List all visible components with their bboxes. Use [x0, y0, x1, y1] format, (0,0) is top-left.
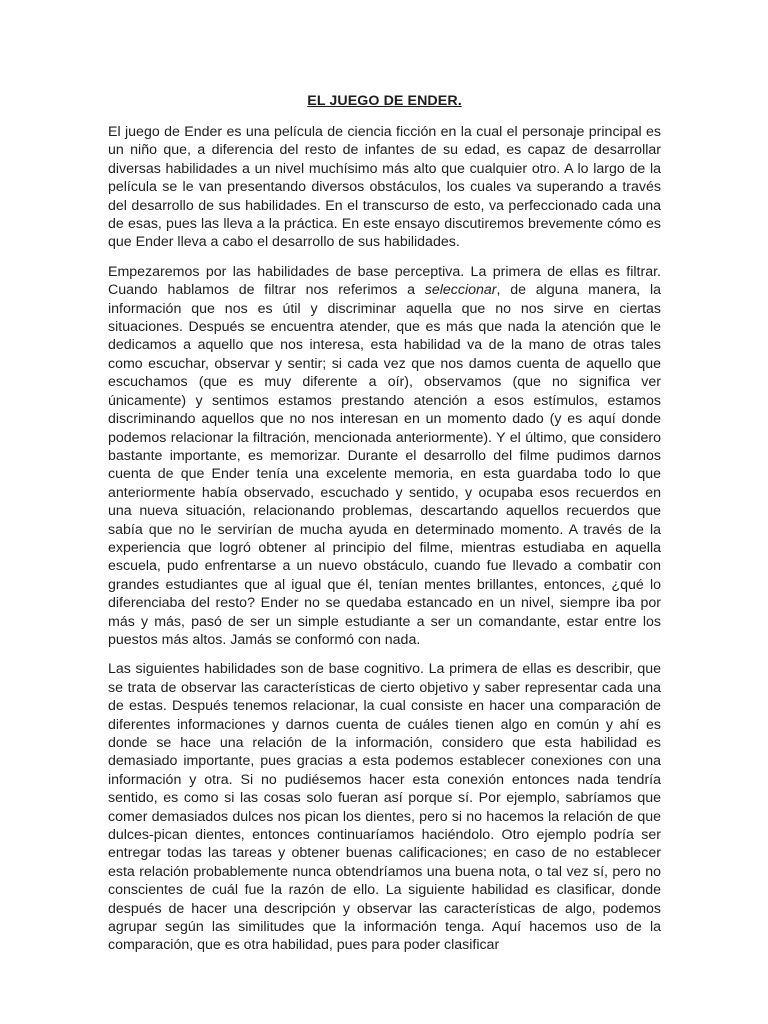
- paragraph-cognitive-skills: [108, 660, 661, 955]
- paragraph-intro-text: El juego de Ender es una película de ciencia ficción en la cual el personaje principal es un niño que, a diferencia del resto de infantes de su edad, es capaz de desarrollar diversas habilidades a un nivel muchísimo más alto que cualquier otro. A lo largo de la película se le van presentando diversos obstáculos, los cuales va superando a través del desarrollo de sus habilidades. En el transcurso de esto, va perfeccionado cada una de esas, pues las lleva a la práctica. En este ensayo discutiremos brevemente cómo es que Ender lleva a cabo el desarrollo de sus habilidades.: [108, 124, 661, 251]
- paragraph-perceptive-skills: [108, 263, 661, 650]
- paragraph-perceptive-text-end: , de alguna manera, la información que nos es útil y discriminar aquella que no nos sirve en ciertas situaciones. Después se encuentra atender, que es más que nada la atención que le dedicamos a aquello que nos interesa, esta habilidad va de la mano de otras tales como escuchar, observar y sentir; si cada vez que nos damos cuenta de aquello que escuchamos (que es muy diferente a oír), observamos (que no significa ver únicamente) y sentimos estamos prestando atención a esos estímulos, estamos discriminando aquellos que no nos interesan en un momento dado (y es aquí donde podemos relacionar la filtración, mencionada anteriormente). Y el último, que considero bastante importante, es memorizar. Durante el desarrollo del filme pudimos darnos cuenta de que Ender tenía una excelente memoria, en esta guardaba todo lo que anteriormente había observado, escuchado y sentido, y ocupaba esos recuerdos en una nueva situación, relacionando problemas, descartando aquellos recuerdos que sabía que no le servirían de mucha ayuda en determinado momento. A través de la experiencia que logró obtener al principio del filme, mientras estudiaba en aquella escuela, pudo enfrentarse a un nuevo obstáculo, cuando fue llevado a combatir con grandes estudiantes que al igual que él, tenían mentes brillantes, entonces, ¿qué lo diferenciaba del resto? Ender no se quedaba estancado en un nivel, siempre iba por más y más, pasó de ser un simple estudiante a ser un comandante, estar entre los puestos más altos. Jamás se conformó con nada.: [108, 282, 661, 648]
- paragraph-intro: [108, 123, 661, 252]
- paragraph-cognitive-text: Las siguientes habilidades son de base cognitivo. La primera de ellas es describir, que se trata de observar las características de cierto objetivo y saber representar cada una de estas. Después tenemos relacionar, la cual consiste en hacer una comparación de diferentes informaciones y darnos cuenta de cuáles tienen algo en común y ahí es donde se hace una relación de la información, considero que esta habilidad es demasiado importante, pues gracias a esta podemos establecer conexiones con una información y otra. Si no pudiésemos hacer esta conexión entonces nada tendría sentido, es como si las cosas solo fueran así porque sí. Por ejemplo, sabríamos que comer demasiados dulces nos pican los dientes, pero si no hacemos la relación de que dulces-pican dientes, entonces continuaríamos haciéndolo. Otro ejemplo podría ser entregar todas las tareas y obtener buenas calificaciones; en caso de no establecer esta relación probablemente nunca obtendríamos una buena nota, o tal vez sí, pero no conscientes de cuál fue la razón de ello. La siguiente habilidad es clasificar, donde después de hacer una descripción y observar las características de algo, podemos agrupar según las similitudes que la información tenga. Aquí hacemos uso de la comparación, que es otra habilidad, pues para poder clasificar: [108, 661, 661, 954]
- document-title: EL JUEGO DE ENDER.: [307, 93, 462, 109]
- paragraph-perceptive-text-start: Empezaremos por las habilidades de base perceptiva. La primera de ellas es filtrar. Cuando hablamos de filtrar nos referimos a: [108, 263, 661, 299]
- italic-term-seleccionar: seleccionar: [424, 282, 497, 299]
